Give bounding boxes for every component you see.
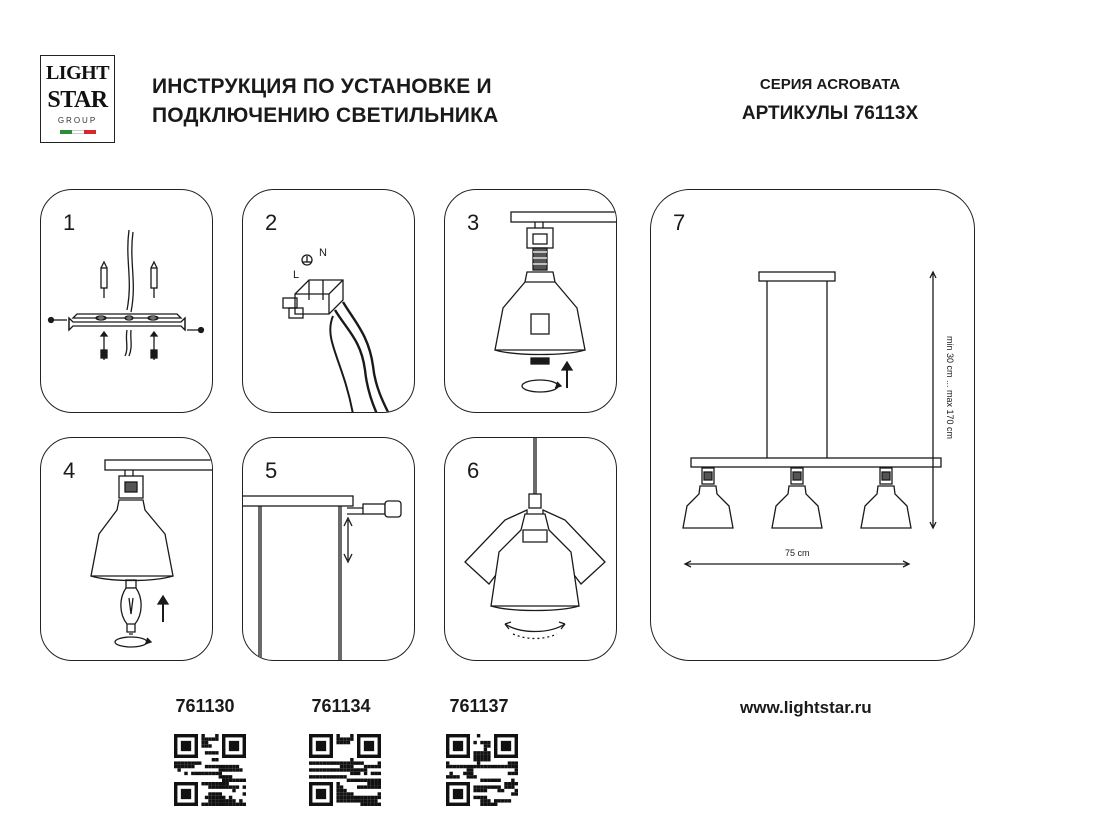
qr-code-761130[interactable] <box>174 734 246 806</box>
step-3-panel <box>444 189 617 413</box>
logo-text-light: LIGHT <box>45 62 110 84</box>
qr-code-761134[interactable] <box>309 734 381 806</box>
terminal-block-icon <box>243 190 415 413</box>
step-2-panel <box>242 189 415 413</box>
width-label: 75 cm <box>785 548 810 558</box>
step-7-panel <box>650 189 975 661</box>
italian-flag-icon <box>60 130 96 134</box>
qr-code-761137[interactable] <box>446 734 518 806</box>
step-5-number: 5 <box>265 458 278 483</box>
pendant-shade-center <box>772 468 822 528</box>
step-4-panel <box>40 437 213 661</box>
height-range-label: min 30 cm ... max 170 cm <box>945 336 955 440</box>
article-numbers: АРТИКУЛЫ 76113X <box>741 103 919 124</box>
shade-attach-icon <box>445 190 617 413</box>
product-code-761130: 761130 <box>175 696 235 716</box>
step-1-number: 1 <box>63 210 76 235</box>
series-name: СЕРИЯ ACROBATA <box>759 76 901 93</box>
neutral-label: N <box>319 247 327 259</box>
live-label: L <box>293 269 300 281</box>
step-6-panel <box>444 437 617 661</box>
step-3-number: 3 <box>467 210 480 235</box>
shade-rotate-icon <box>445 438 617 661</box>
logo-text-group: GROUP <box>57 116 98 125</box>
product-code-761137: 761137 <box>449 696 509 716</box>
pendant-shade-right <box>861 468 911 528</box>
step-5-panel <box>242 437 415 661</box>
website-link[interactable]: www.lightstar.ru <box>740 698 872 717</box>
brand-logo <box>40 55 115 143</box>
step-6-number: 6 <box>467 458 480 483</box>
logo-text-star: STAR <box>47 87 108 113</box>
step-1-panel <box>40 189 213 413</box>
mounting-bracket-icon <box>41 190 213 413</box>
product-code-761134: 761134 <box>311 696 371 716</box>
height-adjust-icon <box>243 438 415 661</box>
bulb-install-icon <box>41 438 213 661</box>
step-2-number: 2 <box>265 210 278 235</box>
step-4-number: 4 <box>63 458 76 483</box>
step-7-number: 7 <box>673 210 686 235</box>
page-title <box>152 72 499 130</box>
title-line-1: ИНСТРУКЦИЯ ПО УСТАНОВКЕ И <box>152 75 492 98</box>
title-line-2: ПОДКЛЮЧЕНИЮ СВЕТИЛЬНИКА <box>152 104 499 127</box>
dimensions-icon <box>651 190 975 661</box>
pendant-shade-left <box>683 468 733 528</box>
